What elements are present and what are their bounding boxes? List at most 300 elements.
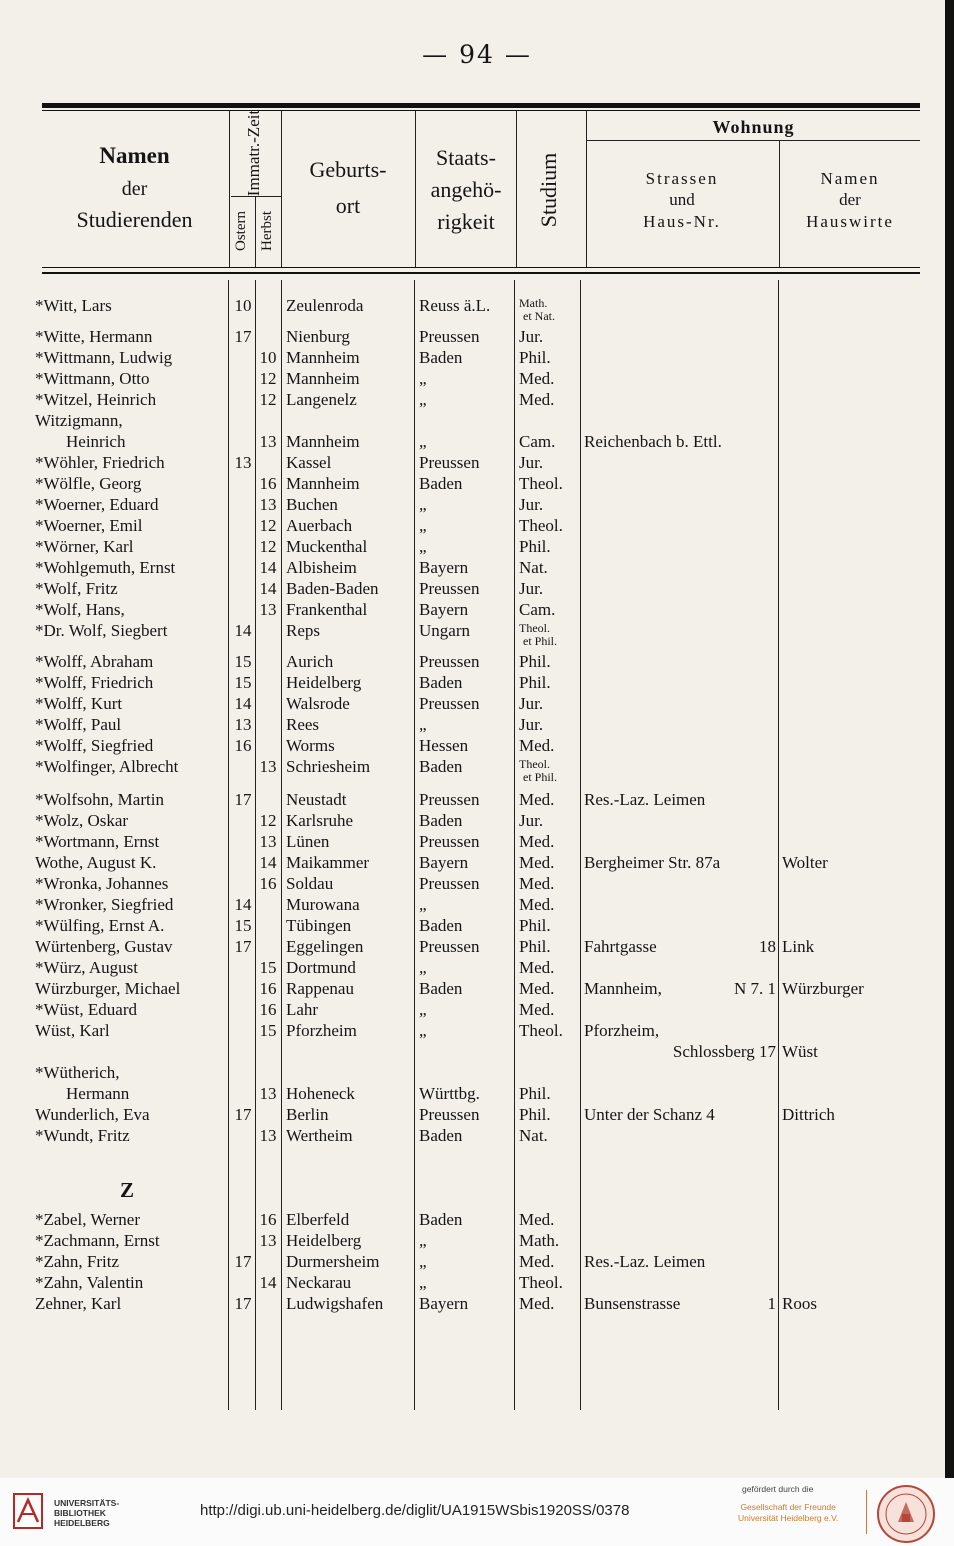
table-row [0, 1273, 954, 1294]
header-herbst: Herbst [259, 211, 275, 251]
top-rule-thin [42, 110, 920, 111]
field-of-study: Cam. [519, 600, 556, 619]
table-row [0, 958, 954, 979]
header-geburtsort [283, 156, 413, 219]
field-of-study: Phil. [519, 1084, 551, 1103]
nationality: Württbg. [419, 1084, 480, 1103]
nationality: Bayern [419, 558, 469, 577]
field-of-study: Jur. [519, 327, 544, 346]
table-row [0, 1021, 954, 1061]
hdr-vline [415, 111, 416, 267]
student-name: *Woerner, Eduard [35, 495, 159, 514]
university-seal-icon [876, 1484, 936, 1544]
immatr-ostern: 14 [234, 621, 252, 640]
immatr-herbst: 13 [259, 1126, 277, 1145]
birthplace: Worms [286, 736, 335, 755]
house-number: 1 [767, 1294, 776, 1313]
nationality: Preussen [419, 327, 480, 346]
field-of-study: Med. [519, 979, 555, 998]
birthplace: Zeulenroda [286, 296, 364, 315]
immatr-herbst: 14 [259, 558, 277, 577]
library-logo-icon [12, 1492, 44, 1530]
field-of-study: Med. [519, 1210, 555, 1229]
birthplace: Nienburg [286, 327, 350, 346]
student-name: *Wölfle, Georg [35, 474, 142, 493]
table-row [0, 652, 954, 673]
immatr-herbst: 13 [259, 600, 277, 619]
field-of-study: Phil. [519, 348, 551, 367]
nationality: Preussen [419, 790, 480, 809]
birthplace: Heidelberg [286, 1231, 362, 1250]
table-row [0, 1252, 954, 1273]
footer-bar [0, 1478, 954, 1546]
birthplace: Frankenthal [286, 600, 368, 619]
immatr-herbst: 13 [259, 432, 277, 451]
birthplace: Rees [286, 715, 320, 734]
landlord-name: Würzburger [782, 979, 864, 998]
nationality: Baden [419, 348, 463, 367]
table-row [0, 390, 954, 411]
birthplace: Durmersheim [286, 1252, 380, 1271]
field-of-study: Med. [519, 1000, 555, 1019]
street-address-continued: Schlossberg 17 [672, 1042, 776, 1061]
birthplace: Wertheim [286, 1126, 353, 1145]
student-name-continued: Hermann [66, 1084, 130, 1103]
field-of-study: Theol. [519, 757, 550, 771]
street-address: Unter der Schanz 4 [584, 1105, 715, 1124]
table-row [0, 811, 954, 832]
field-of-study: Phil. [519, 537, 551, 556]
field-of-study: Med. [519, 832, 555, 851]
student-name-continued: Heinrich [66, 432, 126, 451]
immatr-herbst: 14 [259, 579, 277, 598]
header-strassen-2: und [669, 190, 695, 210]
field-of-study: Med. [519, 369, 555, 388]
wohnung-rule [587, 140, 920, 141]
table-row [0, 853, 954, 874]
street-address: Reichenbach b. Ettl. [584, 432, 722, 451]
society-name [738, 1502, 838, 1524]
field-of-study: Nat. [519, 1126, 548, 1145]
nationality: „ [419, 1252, 427, 1271]
immatr-ostern: 13 [234, 715, 252, 734]
header-staats-1: Staats- [436, 145, 496, 170]
field-of-study: Med. [519, 1294, 555, 1313]
field-of-study: Med. [519, 736, 555, 755]
field-of-study-continued: et Phil. [523, 770, 558, 784]
table-row [0, 453, 954, 474]
immatr-ostern: 10 [234, 296, 252, 315]
immatr-herbst: 16 [259, 474, 277, 493]
table-row [0, 516, 954, 537]
student-name: *Wolff, Friedrich [35, 673, 154, 692]
field-of-study: Phil. [519, 673, 551, 692]
birthplace: Reps [286, 621, 320, 640]
field-of-study: Jur. [519, 811, 544, 830]
nationality: Preussen [419, 937, 480, 956]
student-name: *Wundt, Fritz [35, 1126, 130, 1145]
street-address: Bunsenstrasse [584, 1294, 681, 1313]
immatr-herbst: 14 [259, 1273, 277, 1292]
birthplace: Hoheneck [286, 1084, 355, 1103]
birthplace: Murowana [286, 895, 360, 914]
nationality: „ [419, 1273, 427, 1292]
birthplace: Mannheim [286, 369, 360, 388]
field-of-study: Phil. [519, 1105, 551, 1124]
immatr-ostern: 17 [234, 1105, 252, 1124]
nationality: Preussen [419, 832, 480, 851]
table-row [0, 715, 954, 736]
field-of-study: Cam. [519, 432, 556, 451]
header-wohnung: Wohnung [712, 117, 795, 137]
table-row [0, 579, 954, 600]
nationality: „ [419, 369, 427, 388]
header-rule-thick [42, 272, 920, 274]
field-of-study: Theol. [519, 516, 563, 535]
library-name-3: HEIDELBERG [54, 1518, 110, 1528]
student-name: *Wolff, Abraham [35, 652, 154, 671]
header-hauswirte-2: der [839, 190, 861, 210]
birthplace: Eggelingen [286, 937, 364, 956]
student-name: Witzigmann, [35, 411, 123, 430]
field-of-study: Phil. [519, 937, 551, 956]
table-row [0, 621, 954, 648]
immatr-herbst: 13 [259, 1084, 277, 1103]
student-name: *Wütherich, [35, 1063, 120, 1082]
library-name [54, 1498, 119, 1528]
source-url-link[interactable]: http://digi.ub.uni-heidelberg.de/diglit/UA1915WSbis1920SS/0378 [200, 1502, 630, 1519]
nationality: „ [419, 516, 427, 535]
student-name: *Wolfsohn, Martin [35, 790, 164, 809]
birthplace: Heidelberg [286, 673, 362, 692]
student-name: *Witt, Lars [35, 296, 112, 315]
hdr-vline [255, 196, 256, 267]
immatr-herbst: 13 [259, 757, 277, 776]
table-row [0, 979, 954, 1000]
header-hauswirte-1: Namen [820, 169, 880, 188]
immatr-herbst: 13 [259, 832, 277, 851]
table-row [0, 1000, 954, 1021]
society-name-2: Universität Heidelberg e.V. [738, 1513, 839, 1523]
street-address: Fahrtgasse [584, 937, 657, 956]
student-name: *Wörner, Karl [35, 537, 134, 556]
birthplace: Neckarau [286, 1273, 352, 1292]
student-name: *Zachmann, Ernst [35, 1231, 160, 1250]
house-number: 18 [759, 937, 776, 956]
student-name: Zehner, Karl [35, 1294, 122, 1313]
nationality: „ [419, 495, 427, 514]
field-of-study: Jur. [519, 495, 544, 514]
landlord-name: Roos [782, 1294, 817, 1313]
student-name: *Wöhler, Friedrich [35, 453, 165, 472]
header-strassen-3: Haus-Nr. [643, 211, 721, 231]
birthplace: Tübingen [286, 916, 352, 935]
table-row [0, 1126, 954, 1147]
student-name: *Wülfing, Ernst A. [35, 916, 165, 935]
field-of-study: Theol. [519, 1021, 563, 1040]
nationality: „ [419, 1231, 427, 1250]
immatr-herbst: 16 [259, 1000, 277, 1019]
birthplace: Rappenau [286, 979, 354, 998]
field-of-study-continued: et Nat. [523, 309, 555, 323]
field-of-study: Theol. [519, 474, 563, 493]
nationality: „ [419, 537, 427, 556]
header-immatr-zeit: Immatr.-Zeit [244, 109, 263, 197]
table-row [0, 790, 954, 811]
student-name: *Wolf, Hans, [35, 600, 125, 619]
table-row [0, 1063, 954, 1105]
header-namen-studierenden: Studierenden [76, 206, 193, 232]
table-row [0, 916, 954, 937]
student-name: *Wortmann, Ernst [35, 832, 160, 851]
street-address: Pforzheim, [584, 1021, 660, 1040]
field-of-study: Math. [519, 1231, 560, 1250]
nationality: Baden [419, 811, 463, 830]
birthplace: Walsrode [286, 694, 350, 713]
nationality: Bayern [419, 600, 469, 619]
nationality: „ [419, 1021, 427, 1040]
nationality: Baden [419, 1126, 463, 1145]
birthplace: Aurich [286, 652, 334, 671]
immatr-herbst: 10 [259, 348, 277, 367]
birthplace: Soldau [286, 874, 334, 893]
immatr-herbst: 16 [259, 1210, 277, 1229]
field-of-study: Jur. [519, 453, 544, 472]
header-staats-3: rigkeit [437, 208, 495, 234]
student-name: *Wüst, Eduard [35, 1000, 137, 1019]
table-row [0, 537, 954, 558]
immatr-ostern: 14 [234, 895, 252, 914]
birthplace: Karlsruhe [286, 811, 354, 830]
nationality: Hessen [419, 736, 469, 755]
field-of-study: Med. [519, 874, 555, 893]
birthplace: Lünen [286, 832, 330, 851]
birthplace: Auerbach [286, 516, 353, 535]
field-of-study: Med. [519, 958, 555, 977]
birthplace: Maikammer [286, 853, 370, 872]
nationality: Bayern [419, 853, 469, 872]
birthplace: Langenelz [286, 390, 357, 409]
student-name: *Wolf, Fritz [35, 579, 118, 598]
student-name: *Witte, Hermann [35, 327, 153, 346]
student-name: Wüst, Karl [35, 1021, 110, 1040]
student-name: *Wittmann, Ludwig [35, 348, 173, 367]
immatr-ostern: 15 [234, 652, 252, 671]
table-row [0, 369, 954, 390]
student-name: *Wolff, Siegfried [35, 736, 154, 755]
nationality: „ [419, 958, 427, 977]
student-name: Würtenberg, Gustav [35, 937, 173, 956]
immatr-herbst: 13 [259, 495, 277, 514]
birthplace: Berlin [286, 1105, 329, 1124]
house-number: N 7. 1 [733, 979, 776, 998]
header-geburtsort-1: Geburts- [309, 157, 387, 182]
nationality: Baden [419, 1210, 463, 1229]
funded-by-label: gefördert durch die [742, 1484, 814, 1494]
birthplace: Mannheim [286, 474, 360, 493]
table-row [0, 558, 954, 579]
header-namen [42, 142, 227, 233]
immatr-herbst: 12 [259, 390, 277, 409]
field-of-study: Jur. [519, 694, 544, 713]
immatr-herbst: 12 [259, 369, 277, 388]
table-row [0, 1231, 954, 1252]
birthplace: Mannheim [286, 348, 360, 367]
field-of-study: Jur. [519, 715, 544, 734]
table-row [0, 694, 954, 715]
birthplace: Elberfeld [286, 1210, 350, 1229]
table-row [0, 600, 954, 621]
birthplace: Muckenthal [286, 537, 368, 556]
nationality: Preussen [419, 453, 480, 472]
birthplace: Neustadt [286, 790, 347, 809]
street-address: Mannheim, [584, 979, 662, 998]
header-strassen-1: Strassen [645, 169, 719, 188]
student-name: *Zahn, Valentin [35, 1273, 144, 1292]
street-address: Res.-Laz. Leimen [584, 790, 706, 809]
library-name-1: UNIVERSITÄTS- [54, 1498, 120, 1508]
student-name: *Wolz, Oskar [35, 811, 129, 830]
nationality: Bayern [419, 1294, 469, 1313]
header-staats-2: angehö- [430, 176, 502, 202]
immatr-ostern: 14 [234, 694, 252, 713]
nationality: „ [419, 390, 427, 409]
nationality: Preussen [419, 1105, 480, 1124]
birthplace: Albisheim [286, 558, 357, 577]
field-of-study: Nat. [519, 558, 548, 577]
hdr-vline [229, 111, 230, 267]
table-row [0, 1210, 954, 1231]
immatr-herbst: 13 [259, 1231, 277, 1250]
table-row [0, 673, 954, 694]
student-name: *Wittmann, Otto [35, 369, 150, 388]
table-row [0, 296, 954, 323]
immatr-herbst: 12 [259, 811, 277, 830]
header-rule [42, 267, 920, 268]
field-of-study: Med. [519, 853, 555, 872]
nationality: „ [419, 895, 427, 914]
nationality: Baden [419, 916, 463, 935]
immatr-herbst: 15 [259, 1021, 277, 1040]
library-name-2: BIBLIOTHEK [54, 1508, 106, 1518]
nationality: „ [419, 1000, 427, 1019]
footer-separator [866, 1490, 867, 1534]
table-row [0, 495, 954, 516]
immatr-ostern: 15 [234, 916, 252, 935]
nationality: „ [419, 715, 427, 734]
header-staatsangehoerigkeit [417, 142, 515, 238]
student-name: *Zabel, Werner [35, 1210, 140, 1229]
table-row [0, 348, 954, 369]
student-name: *Wronka, Johannes [35, 874, 169, 893]
student-name: *Wolff, Kurt [35, 694, 123, 713]
hdr-vline [281, 111, 282, 267]
immatr-ostern: 13 [234, 453, 252, 472]
field-of-study: Theol. [519, 621, 550, 635]
student-name: *Witzel, Heinrich [35, 390, 157, 409]
table-row [0, 736, 954, 757]
header-hauswirte-3: Hauswirte [806, 211, 894, 231]
table-row [0, 757, 954, 784]
student-name: *Wolfinger, Albrecht [35, 757, 179, 776]
header-namen-der: der [121, 177, 148, 200]
header-hauswirte [780, 168, 920, 232]
table-row [0, 1294, 954, 1315]
student-name: *Wronker, Siegfried [35, 895, 174, 914]
nationality: Ungarn [419, 621, 470, 640]
student-name: *Würz, August [35, 958, 138, 977]
field-of-study: Math. [519, 296, 548, 310]
birthplace: Kassel [286, 453, 332, 472]
immatr-herbst: 12 [259, 516, 277, 535]
nationality: Baden [419, 474, 463, 493]
birthplace: Buchen [286, 495, 338, 514]
table-row [0, 895, 954, 916]
immatr-ostern: 17 [234, 1294, 252, 1313]
student-name: Würzburger, Michael [35, 979, 181, 998]
table-row [0, 411, 954, 453]
landlord-name: Wüst [782, 1042, 818, 1061]
student-name: *Zahn, Fritz [35, 1252, 120, 1271]
street-address: Bergheimer Str. 87a [584, 853, 721, 872]
section-letter-z: Z [120, 1178, 135, 1202]
immatr-herbst: 14 [259, 853, 277, 872]
landlord-name: Link [782, 937, 815, 956]
student-name: Wothe, August K. [35, 853, 157, 872]
student-name: *Wolff, Paul [35, 715, 122, 734]
student-name: Wunderlich, Eva [35, 1105, 150, 1124]
immatr-ostern: 15 [234, 673, 252, 692]
nationality: Baden [419, 979, 463, 998]
field-of-study: Phil. [519, 652, 551, 671]
field-of-study-continued: et Phil. [523, 634, 558, 648]
table-row [0, 1105, 954, 1126]
nationality: Baden [419, 757, 463, 776]
immatr-ostern: 17 [234, 327, 252, 346]
birthplace: Dortmund [286, 958, 356, 977]
street-address: Res.-Laz. Leimen [584, 1252, 706, 1271]
nationality: Reuss ä.L. [419, 296, 491, 315]
header-ostern: Ostern [233, 211, 249, 251]
header-namen-title: Namen [99, 143, 170, 168]
table-row [0, 832, 954, 853]
immatr-herbst: 12 [259, 537, 277, 556]
header-studium: Studium [536, 152, 561, 228]
field-of-study: Med. [519, 390, 555, 409]
landlord-name: Wolter [782, 853, 828, 872]
top-rule [42, 103, 920, 108]
immatr-ostern: 17 [234, 937, 252, 956]
birthplace: Mannheim [286, 432, 360, 451]
birthplace: Lahr [286, 1000, 319, 1019]
header-geburtsort-2: ort [335, 192, 361, 218]
field-of-study: Med. [519, 1252, 555, 1271]
table-row [0, 937, 954, 958]
hdr-vline [516, 111, 517, 267]
table-row [0, 327, 954, 348]
field-of-study: Med. [519, 790, 555, 809]
student-name: *Dr. Wolf, Siegbert [35, 621, 168, 640]
nationality: Preussen [419, 579, 480, 598]
field-of-study: Theol. [519, 1273, 563, 1292]
immatr-herbst: 16 [259, 874, 277, 893]
society-name-1: Gesellschaft der Freunde [740, 1502, 836, 1512]
immatr-ostern: 17 [234, 1252, 252, 1271]
header-strassen [587, 168, 777, 232]
birthplace: Schriesheim [286, 757, 371, 776]
nationality: „ [419, 432, 427, 451]
page-number: — 94 — [422, 40, 532, 69]
